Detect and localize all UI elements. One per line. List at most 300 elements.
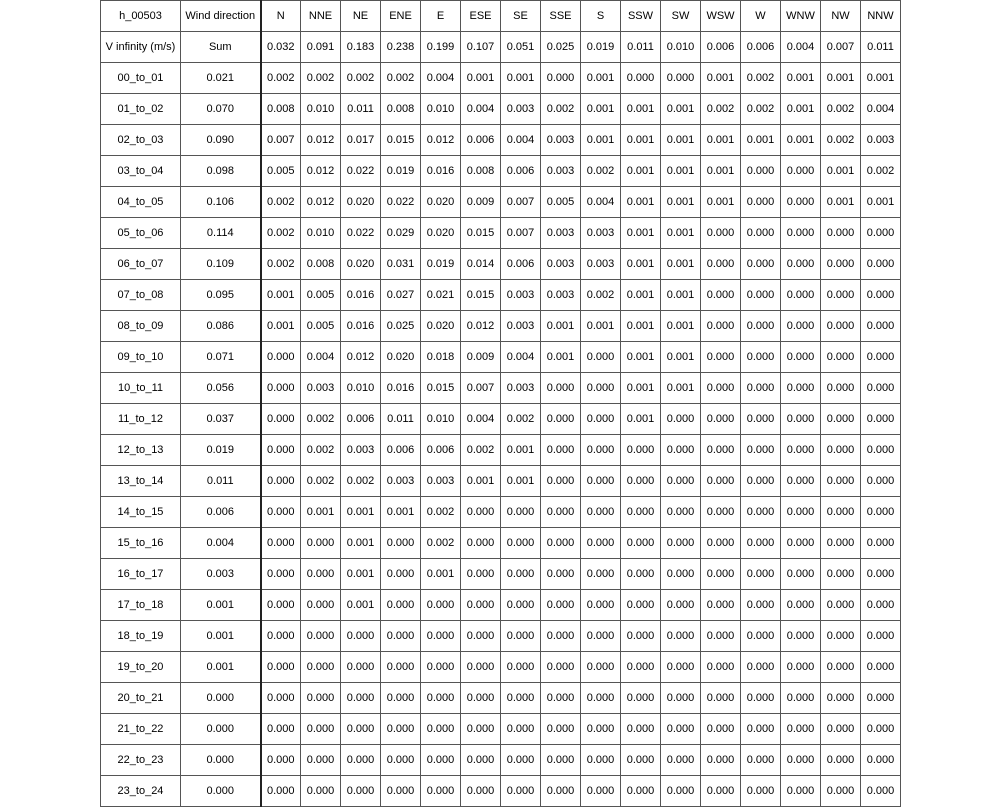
row-sum: 0.095	[181, 280, 261, 311]
table-cell: 0.002	[261, 249, 301, 280]
table-row	[101, 32, 901, 63]
table-cell: 0.000	[621, 652, 661, 683]
row-label: 22_to_23	[101, 745, 181, 776]
table-cell: 0.020	[421, 311, 461, 342]
table-cell: 0.016	[341, 280, 381, 311]
table-cell: 0.000	[461, 621, 501, 652]
table-cell: 0.017	[341, 125, 381, 156]
table-cell: 0.000	[581, 466, 621, 497]
table-cell: 0.006	[501, 249, 541, 280]
table-cell: 0.001	[661, 218, 701, 249]
table-cell: 0.001	[541, 311, 581, 342]
table-cell: 0.000	[541, 652, 581, 683]
table-cell: 0.000	[701, 683, 741, 714]
table-cell: 0.006	[381, 435, 421, 466]
table-cell: 0.000	[301, 590, 341, 621]
table-cell: 0.000	[741, 311, 781, 342]
table-cell: 0.000	[261, 497, 301, 528]
table-cell: 0.000	[541, 590, 581, 621]
table-cell: 0.015	[421, 373, 461, 404]
row-label: 21_to_22	[101, 714, 181, 745]
table-cell: 0.000	[861, 714, 901, 745]
table-cell: 0.000	[661, 745, 701, 776]
table-cell: 0.004	[781, 32, 821, 63]
table-cell: 0.015	[381, 125, 421, 156]
table-cell: 0.011	[341, 94, 381, 125]
table-cell: 0.022	[341, 218, 381, 249]
table-cell: 0.001	[661, 280, 701, 311]
direction-header-cell: S	[581, 1, 621, 32]
table-cell: 0.051	[501, 32, 541, 63]
table-row	[101, 776, 901, 807]
table-cell: 0.000	[261, 342, 301, 373]
table-cell: 0.000	[341, 776, 381, 807]
table-cell: 0.012	[301, 125, 341, 156]
table-cell: 0.000	[661, 683, 701, 714]
table-cell: 0.007	[501, 218, 541, 249]
table-cell: 0.002	[581, 156, 621, 187]
table-cell: 0.001	[661, 342, 701, 373]
table-cell: 0.008	[461, 156, 501, 187]
table-cell: 0.000	[781, 652, 821, 683]
table-cell: 0.000	[661, 63, 701, 94]
table-cell: 0.000	[861, 745, 901, 776]
table-cell: 0.000	[821, 745, 861, 776]
table-cell: 0.000	[461, 652, 501, 683]
table-cell: 0.000	[741, 218, 781, 249]
table-cell: 0.000	[381, 590, 421, 621]
corner-label: h_00503	[101, 1, 181, 32]
table-cell: 0.006	[741, 32, 781, 63]
table-cell: 0.000	[541, 714, 581, 745]
table-cell: 0.000	[741, 249, 781, 280]
table-cell: 0.004	[461, 94, 501, 125]
table-cell: 0.002	[821, 94, 861, 125]
row-sum: 0.000	[181, 776, 261, 807]
table-cell: 0.000	[261, 528, 301, 559]
table-cell: 0.000	[741, 404, 781, 435]
row-sum: 0.000	[181, 714, 261, 745]
table-cell: 0.000	[421, 714, 461, 745]
table-cell: 0.000	[861, 466, 901, 497]
table-cell: 0.000	[381, 745, 421, 776]
table-cell: 0.000	[781, 590, 821, 621]
table-cell: 0.004	[461, 404, 501, 435]
table-cell: 0.000	[461, 745, 501, 776]
table-cell: 0.000	[821, 621, 861, 652]
table-cell: 0.001	[701, 156, 741, 187]
table-cell: 0.000	[581, 497, 621, 528]
table-cell: 0.003	[341, 435, 381, 466]
table-cell: 0.199	[421, 32, 461, 63]
row-label: 19_to_20	[101, 652, 181, 683]
table-cell: 0.000	[301, 528, 341, 559]
table-cell: 0.000	[581, 559, 621, 590]
table-cell: 0.001	[661, 94, 701, 125]
table-cell: 0.000	[581, 373, 621, 404]
table-cell: 0.011	[381, 404, 421, 435]
table-cell: 0.000	[381, 621, 421, 652]
table-cell: 0.001	[501, 63, 541, 94]
direction-header: Wind direction	[181, 1, 261, 32]
table-cell: 0.007	[821, 32, 861, 63]
table-row	[101, 249, 901, 280]
table-cell: 0.001	[581, 311, 621, 342]
table-row	[101, 590, 901, 621]
table-cell: 0.000	[501, 559, 541, 590]
table-cell: 0.000	[861, 218, 901, 249]
table-cell: 0.003	[301, 373, 341, 404]
table-cell: 0.010	[421, 94, 461, 125]
table-cell: 0.000	[701, 435, 741, 466]
table-cell: 0.003	[501, 311, 541, 342]
table-row	[101, 218, 901, 249]
table-row	[101, 94, 901, 125]
table-cell: 0.001	[621, 342, 661, 373]
table-cell: 0.000	[341, 714, 381, 745]
table-cell: 0.002	[301, 63, 341, 94]
table-cell: 0.000	[541, 528, 581, 559]
table-cell: 0.000	[261, 435, 301, 466]
table-cell: 0.000	[701, 745, 741, 776]
table-cell: 0.000	[701, 714, 741, 745]
table-cell: 0.001	[461, 466, 501, 497]
direction-header-cell: SSE	[541, 1, 581, 32]
table-cell: 0.019	[421, 249, 461, 280]
table-cell: 0.000	[781, 528, 821, 559]
table-cell: 0.000	[621, 559, 661, 590]
table-cell: 0.001	[621, 187, 661, 218]
table-cell: 0.000	[701, 528, 741, 559]
table-cell: 0.020	[421, 187, 461, 218]
table-cell: 0.000	[421, 745, 461, 776]
table-row	[101, 404, 901, 435]
table-cell: 0.000	[821, 466, 861, 497]
table-cell: 0.000	[261, 714, 301, 745]
table-cell: 0.002	[261, 218, 301, 249]
table-cell: 0.000	[541, 497, 581, 528]
table-cell: 0.000	[741, 342, 781, 373]
row-sum: 0.056	[181, 373, 261, 404]
table-cell: 0.001	[621, 280, 661, 311]
direction-header-cell: ESE	[461, 1, 501, 32]
table-row	[101, 156, 901, 187]
table-cell: 0.000	[581, 404, 621, 435]
table-cell: 0.000	[661, 497, 701, 528]
table-cell: 0.011	[861, 32, 901, 63]
direction-header-cell: NE	[341, 1, 381, 32]
table-cell: 0.000	[701, 652, 741, 683]
table-cell: 0.000	[661, 528, 701, 559]
table-cell: 0.018	[421, 342, 461, 373]
table-cell: 0.000	[461, 683, 501, 714]
row-label: V infinity (m/s)	[101, 32, 181, 63]
table-cell: 0.000	[381, 559, 421, 590]
table-cell: 0.004	[861, 94, 901, 125]
table-cell: 0.005	[301, 311, 341, 342]
table-cell: 0.000	[741, 745, 781, 776]
table-row	[101, 342, 901, 373]
table-cell: 0.010	[301, 94, 341, 125]
table-cell: 0.000	[821, 590, 861, 621]
table-row	[101, 559, 901, 590]
table-cell: 0.010	[661, 32, 701, 63]
table-cell: 0.001	[661, 249, 701, 280]
table-cell: 0.000	[501, 528, 541, 559]
row-sum: 0.000	[181, 683, 261, 714]
table-cell: 0.000	[781, 776, 821, 807]
table-cell: 0.000	[701, 497, 741, 528]
table-cell: 0.001	[621, 94, 661, 125]
table-cell: 0.015	[461, 218, 501, 249]
table-cell: 0.000	[861, 559, 901, 590]
table-cell: 0.016	[341, 311, 381, 342]
row-label: 02_to_03	[101, 125, 181, 156]
table-cell: 0.001	[741, 125, 781, 156]
table-cell: 0.000	[661, 466, 701, 497]
table-row	[101, 187, 901, 218]
row-sum: 0.037	[181, 404, 261, 435]
table-cell: 0.009	[461, 187, 501, 218]
row-sum: 0.114	[181, 218, 261, 249]
table-cell: 0.000	[781, 559, 821, 590]
direction-header-cell: N	[261, 1, 301, 32]
table-cell: 0.000	[701, 342, 741, 373]
table-cell: 0.000	[421, 621, 461, 652]
table-cell: 0.010	[421, 404, 461, 435]
table-cell: 0.000	[781, 280, 821, 311]
row-sum: 0.001	[181, 621, 261, 652]
table-cell: 0.000	[461, 559, 501, 590]
table-cell: 0.000	[781, 745, 821, 776]
table-cell: 0.000	[261, 683, 301, 714]
table-cell: 0.001	[821, 187, 861, 218]
table-cell: 0.001	[701, 125, 741, 156]
table-cell: 0.008	[381, 94, 421, 125]
table-cell: 0.002	[741, 63, 781, 94]
table-row	[101, 528, 901, 559]
table-cell: 0.000	[861, 311, 901, 342]
table-cell: 0.007	[461, 373, 501, 404]
table-cell: 0.000	[541, 466, 581, 497]
table-cell: 0.000	[741, 528, 781, 559]
table-cell: 0.000	[301, 745, 341, 776]
table-cell: 0.000	[861, 280, 901, 311]
table-cell: 0.000	[501, 652, 541, 683]
table-cell: 0.000	[821, 528, 861, 559]
row-sum: 0.001	[181, 652, 261, 683]
table-cell: 0.002	[421, 497, 461, 528]
table-row	[101, 373, 901, 404]
table-cell: 0.000	[541, 745, 581, 776]
table-cell: 0.000	[501, 776, 541, 807]
table-cell: 0.000	[821, 683, 861, 714]
table-cell: 0.000	[581, 342, 621, 373]
table-cell: 0.000	[781, 218, 821, 249]
table-cell: 0.000	[261, 373, 301, 404]
table-cell: 0.000	[301, 714, 341, 745]
table-cell: 0.001	[701, 187, 741, 218]
table-cell: 0.000	[621, 435, 661, 466]
row-label: 01_to_02	[101, 94, 181, 125]
table-row	[101, 466, 901, 497]
table-cell: 0.000	[621, 466, 661, 497]
table-cell: 0.001	[261, 280, 301, 311]
table-cell: 0.003	[501, 94, 541, 125]
table-cell: 0.000	[621, 63, 661, 94]
table-cell: 0.000	[581, 652, 621, 683]
table-cell: 0.000	[661, 404, 701, 435]
table-cell: 0.003	[381, 466, 421, 497]
table-cell: 0.020	[341, 249, 381, 280]
table-cell: 0.183	[341, 32, 381, 63]
table-cell: 0.003	[541, 156, 581, 187]
table-cell: 0.015	[461, 280, 501, 311]
table-cell: 0.004	[501, 342, 541, 373]
row-label: 09_to_10	[101, 342, 181, 373]
table-cell: 0.000	[781, 466, 821, 497]
direction-header-cell: W	[741, 1, 781, 32]
table-cell: 0.014	[461, 249, 501, 280]
row-label: 15_to_16	[101, 528, 181, 559]
table-cell: 0.002	[301, 435, 341, 466]
table-cell: 0.002	[861, 156, 901, 187]
table-cell: 0.000	[661, 714, 701, 745]
table-cell: 0.000	[741, 497, 781, 528]
table-cell: 0.000	[541, 621, 581, 652]
row-label: 12_to_13	[101, 435, 181, 466]
table-cell: 0.000	[461, 590, 501, 621]
table-cell: 0.000	[621, 528, 661, 559]
table-cell: 0.000	[621, 590, 661, 621]
table-cell: 0.000	[701, 280, 741, 311]
row-label: 11_to_12	[101, 404, 181, 435]
table-cell: 0.001	[261, 311, 301, 342]
table-cell: 0.001	[861, 187, 901, 218]
table-cell: 0.002	[261, 187, 301, 218]
table-cell: 0.020	[421, 218, 461, 249]
table-cell: 0.000	[661, 652, 701, 683]
table-cell: 0.001	[621, 218, 661, 249]
table-cell: 0.000	[701, 776, 741, 807]
row-sum: 0.011	[181, 466, 261, 497]
table-cell: 0.000	[581, 528, 621, 559]
table-cell: 0.000	[781, 714, 821, 745]
table-cell: 0.012	[301, 187, 341, 218]
row-label: 14_to_15	[101, 497, 181, 528]
table-cell: 0.000	[701, 311, 741, 342]
row-label: 07_to_08	[101, 280, 181, 311]
table-cell: 0.000	[861, 776, 901, 807]
table-cell: 0.006	[701, 32, 741, 63]
table-cell: 0.001	[621, 373, 661, 404]
table-cell: 0.000	[501, 497, 541, 528]
table-cell: 0.002	[301, 466, 341, 497]
table-cell: 0.000	[261, 466, 301, 497]
direction-header-cell: WSW	[701, 1, 741, 32]
table-cell: 0.001	[661, 373, 701, 404]
table-cell: 0.002	[541, 94, 581, 125]
table-cell: 0.006	[421, 435, 461, 466]
table-cell: 0.002	[261, 63, 301, 94]
row-sum: 0.106	[181, 187, 261, 218]
table-cell: 0.000	[701, 621, 741, 652]
table-cell: 0.000	[861, 404, 901, 435]
header-row	[101, 1, 901, 32]
row-sum: 0.021	[181, 63, 261, 94]
table-cell: 0.025	[381, 311, 421, 342]
table-cell: 0.000	[861, 373, 901, 404]
table-cell: 0.001	[701, 63, 741, 94]
table-cell: 0.020	[381, 342, 421, 373]
table-cell: 0.000	[661, 621, 701, 652]
table-cell: 0.000	[261, 559, 301, 590]
table-cell: 0.000	[381, 776, 421, 807]
table-cell: 0.000	[741, 559, 781, 590]
table-cell: 0.007	[261, 125, 301, 156]
table-row	[101, 683, 901, 714]
table-cell: 0.000	[501, 590, 541, 621]
table-row	[101, 652, 901, 683]
table-cell: 0.002	[701, 94, 741, 125]
table-cell: 0.000	[741, 280, 781, 311]
table-cell: 0.000	[821, 373, 861, 404]
row-sum: 0.001	[181, 590, 261, 621]
table-cell: 0.000	[461, 528, 501, 559]
row-label: 04_to_05	[101, 187, 181, 218]
table-cell: 0.000	[621, 745, 661, 776]
table-cell: 0.008	[261, 94, 301, 125]
table-cell: 0.000	[821, 559, 861, 590]
direction-header-cell: E	[421, 1, 461, 32]
row-label: 10_to_11	[101, 373, 181, 404]
table-cell: 0.000	[381, 528, 421, 559]
table-cell: 0.000	[301, 776, 341, 807]
table-cell: 0.000	[741, 187, 781, 218]
table-cell: 0.027	[381, 280, 421, 311]
table-cell: 0.000	[781, 156, 821, 187]
table-cell: 0.001	[781, 94, 821, 125]
table-cell: 0.000	[741, 776, 781, 807]
table-row	[101, 745, 901, 776]
table-cell: 0.000	[821, 435, 861, 466]
table-cell: 0.000	[861, 342, 901, 373]
table-cell: 0.004	[421, 63, 461, 94]
table-cell: 0.000	[261, 776, 301, 807]
table-cell: 0.000	[581, 435, 621, 466]
table-cell: 0.021	[421, 280, 461, 311]
table-cell: 0.000	[581, 621, 621, 652]
table-cell: 0.000	[581, 714, 621, 745]
table-cell: 0.001	[661, 156, 701, 187]
table-cell: 0.000	[621, 497, 661, 528]
table-cell: 0.001	[821, 63, 861, 94]
table-cell: 0.000	[421, 590, 461, 621]
table-row	[101, 714, 901, 745]
direction-header-cell: SE	[501, 1, 541, 32]
table-cell: 0.000	[741, 621, 781, 652]
table-cell: 0.020	[341, 187, 381, 218]
table-cell: 0.002	[461, 435, 501, 466]
row-label: 13_to_14	[101, 466, 181, 497]
table-cell: 0.000	[781, 404, 821, 435]
table-cell: 0.000	[701, 466, 741, 497]
table-cell: 0.000	[421, 683, 461, 714]
table-cell: 0.029	[381, 218, 421, 249]
table-cell: 0.001	[781, 125, 821, 156]
table-cell: 0.000	[821, 280, 861, 311]
table-cell: 0.000	[741, 652, 781, 683]
